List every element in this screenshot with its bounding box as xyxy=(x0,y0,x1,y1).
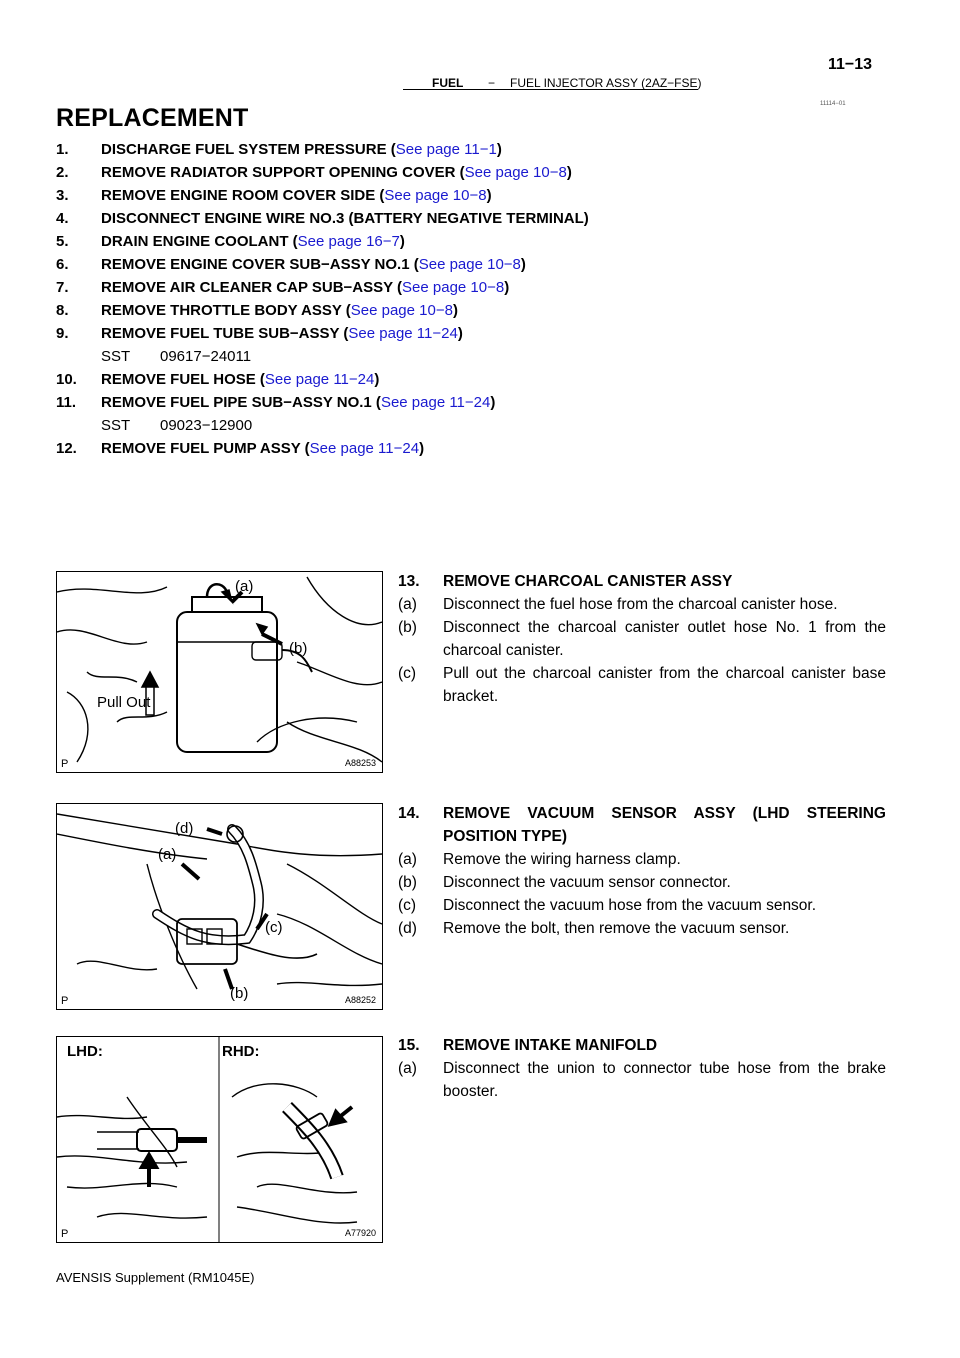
step-row: 7. REMOVE AIR CLEANER CAP SUB−ASSY (See page 10−8) xyxy=(56,279,510,296)
section-title: REMOVE VACUUM SENSOR ASSY (LHD STEERING POSITION TYPE) xyxy=(443,805,886,845)
sst-row: SST 09617−24011 xyxy=(101,348,252,365)
header-section: FUEL xyxy=(432,76,464,90)
see-page-link[interactable]: See page 10−8 xyxy=(418,256,521,273)
sub-step: Disconnect the vacuum hose from the vacuum sensor. xyxy=(443,897,817,914)
step-row: 4. DISCONNECT ENGINE WIRE NO.3 (BATTERY NEGATIVE TERMINAL) xyxy=(56,210,589,227)
figure-vacuum-sensor xyxy=(56,803,383,1010)
steps-list xyxy=(56,138,916,460)
label-b: (b) xyxy=(289,640,308,657)
canister-illustration xyxy=(57,572,382,772)
label-b: (b) xyxy=(230,985,249,1002)
sub-step: Disconnect the union to connector tube hose from the brake booster. xyxy=(443,1060,886,1100)
section-15: 15. REMOVE INTAKE MANIFOLD (a) Disconnect the union to connector tube hose from the brake booster. xyxy=(398,1037,886,1100)
doc-id: 11114−01 xyxy=(820,101,846,107)
figure-mark: P xyxy=(61,995,69,1007)
sub-step: Disconnect the vacuum sensor connector. xyxy=(443,874,731,891)
sst-row: SST 09023−12900 xyxy=(101,417,253,434)
sub-step: Pull out the charcoal canister from the charcoal canister base bracket. xyxy=(443,665,886,705)
step-row: 3. REMOVE ENGINE ROOM COVER SIDE (See page 10−8) xyxy=(56,187,492,204)
step-row: 11. REMOVE FUEL PIPE SUB−ASSY NO.1 (See page 11−24) xyxy=(56,394,496,411)
label-a: (a) xyxy=(158,846,177,863)
label-d: (d) xyxy=(175,820,194,837)
header-rule xyxy=(403,89,698,90)
pull-out-arrow-icon xyxy=(142,672,158,687)
step-row: 10. REMOVE FUEL HOSE (See page 11−24) xyxy=(56,371,380,388)
sub-step: Disconnect the fuel hose from the charcoal canister hose. xyxy=(443,596,838,613)
arrow-a-icon xyxy=(182,864,199,879)
see-page-link[interactable]: See page 10−8 xyxy=(384,187,487,204)
label-pull-out: Pull Out xyxy=(97,694,151,711)
figure-brake-booster-hose xyxy=(56,1036,383,1243)
sub-step: Disconnect the charcoal canister outlet hose No. 1 from the charcoal canister. xyxy=(443,619,886,659)
see-page-link[interactable]: See page 16−7 xyxy=(297,233,400,250)
label-lhd: LHD: xyxy=(67,1043,103,1060)
see-page-link[interactable]: See page 11−24 xyxy=(309,440,420,457)
arrow-d-icon xyxy=(207,829,222,834)
label-c: (c) xyxy=(265,919,283,936)
figure-code: A88253 xyxy=(344,758,376,768)
label-rhd: RHD: xyxy=(222,1043,260,1060)
footer: AVENSIS Supplement (RM1045E) xyxy=(56,1270,255,1285)
see-page-link[interactable]: See page 10−8 xyxy=(402,279,505,296)
see-page-link[interactable]: See page 10−8 xyxy=(350,302,453,319)
step-row: 5. DRAIN ENGINE COOLANT (See page 16−7) xyxy=(56,233,405,250)
figure-mark: P xyxy=(61,1228,69,1240)
label-a: (a) xyxy=(235,578,254,595)
see-page-link[interactable]: See page 11−24 xyxy=(380,394,491,411)
sub-step: Remove the bolt, then remove the vacuum sensor. xyxy=(443,920,790,937)
see-page-link[interactable]: See page 10−8 xyxy=(464,164,567,181)
arrow-b-icon xyxy=(257,624,267,634)
figure-code: A77920 xyxy=(344,1228,376,1238)
section-title: REMOVE CHARCOAL CANISTER ASSY xyxy=(443,573,733,590)
section-14: 14. REMOVE VACUUM SENSOR ASSY (LHD STEERING POSITION TYPE) (a) Remove the wiring harness clamp. (b) Disconnect the vacuum sensor connector. (c) Disconnect the vacuum hose from the vacuum sensor. (d) Remove the bolt, then remove the vacuum sensor. xyxy=(398,805,886,937)
see-page-link[interactable]: See page 11−24 xyxy=(264,371,375,388)
sub-step: Remove the wiring harness clamp. xyxy=(443,851,681,868)
figure-mark: P xyxy=(61,758,69,770)
step-row: 2. REMOVE RADIATOR SUPPORT OPENING COVER (See page 10−8) xyxy=(56,164,572,181)
section-13: 13. REMOVE CHARCOAL CANISTER ASSY (a) Disconnect the fuel hose from the charcoal canister hose. (b) Disconnect the charcoal canister outlet hose No. 1 from the charcoal canister. (c) Pull out the charcoal canister from the charcoal canister base bracket. xyxy=(398,573,886,705)
section-title: REMOVE INTAKE MANIFOLD xyxy=(443,1037,658,1054)
see-page-link[interactable]: See page 11−1 xyxy=(395,141,497,158)
page-title: REPLACEMENT xyxy=(56,104,249,132)
figure-charcoal-canister xyxy=(56,571,383,773)
figure-code: A88252 xyxy=(344,995,376,1005)
step-row: 8. REMOVE THROTTLE BODY ASSY (See page 10−8) xyxy=(56,302,458,319)
header-dash: − xyxy=(488,76,496,90)
vacuum-sensor-illustration xyxy=(57,804,382,1009)
hose-illustration xyxy=(57,1037,382,1242)
step-row: 9. REMOVE FUEL TUBE SUB−ASSY (See page 11−24) xyxy=(56,325,463,342)
see-page-link[interactable]: See page 11−24 xyxy=(348,325,458,342)
header-subtitle: FUEL INJECTOR ASSY (2AZ−FSE) xyxy=(510,76,702,90)
step-row: 12. REMOVE FUEL PUMP ASSY (See page 11−24) xyxy=(56,440,425,457)
page-number: 11−13 xyxy=(827,56,872,73)
step-row: 1. DISCHARGE FUEL SYSTEM PRESSURE (See page 11−1) xyxy=(56,141,502,158)
step-row: 6. REMOVE ENGINE COVER SUB−ASSY NO.1 (See page 10−8) xyxy=(56,256,526,273)
